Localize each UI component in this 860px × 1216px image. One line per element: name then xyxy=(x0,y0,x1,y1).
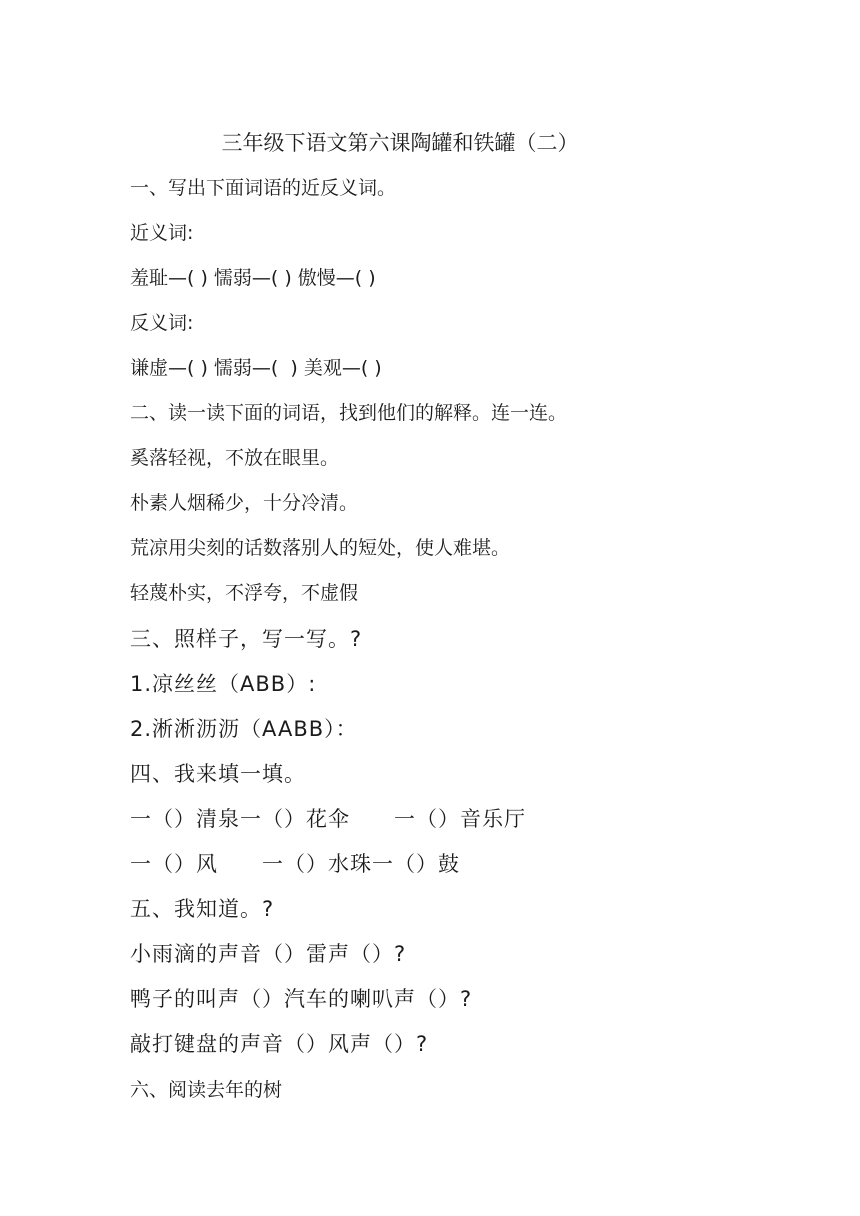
pattern-aabb: 2.淅淅沥沥（AABB）： xyxy=(130,717,358,741)
measure-words-line-1: 一（）清泉一（）花伞 一（）音乐厅 xyxy=(130,807,526,831)
section-4-heading: 四、我来填一填。 xyxy=(130,762,306,786)
section-5-heading: 五、我知道。? xyxy=(130,897,275,921)
sounds-line-2: 鸭子的叫声（）汽车的喇叭声（）? xyxy=(130,987,473,1011)
measure-words-line-2: 一（）风 一（）水珠一（）鼓 xyxy=(130,852,460,876)
section-2-heading: 二、读一读下面的词语，找到他们的解释。连一连。 xyxy=(130,402,568,424)
matching-line-3: 荒凉用尖刻的话数落别人的短处，使人难堪。 xyxy=(130,537,511,559)
sounds-line-1: 小雨滴的声音（）雷声（）? xyxy=(130,942,407,966)
synonyms-exercise: 羞耻—( ) 懦弱—( ) 傲慢—( ) xyxy=(130,267,376,289)
antonyms-exercise: 谦虚—( ) 懦弱—( ) 美观—( ) xyxy=(130,357,382,379)
sounds-line-3: 敲打键盘的声音（）风声（）? xyxy=(130,1032,429,1056)
matching-line-4: 轻蔑朴实，不浮夸，不虚假 xyxy=(130,582,359,604)
antonyms-label: 反义词: xyxy=(130,312,194,334)
pattern-abb: 1.凉丝丝（ABB）: xyxy=(130,672,317,696)
document-title: 三年级下语文第六课陶罐和铁罐（二） xyxy=(221,131,579,155)
synonyms-label: 近义词: xyxy=(130,222,194,244)
matching-line-1: 奚落轻视，不放在眼里。 xyxy=(130,447,340,469)
matching-line-2: 朴素人烟稀少，十分冷清。 xyxy=(130,492,359,514)
section-3-heading: 三、照样子，写一写。? xyxy=(130,627,363,651)
section-1-heading: 一、写出下面词语的近反义词。 xyxy=(130,177,397,199)
section-6-heading: 六、阅读去年的树 xyxy=(130,1079,283,1101)
